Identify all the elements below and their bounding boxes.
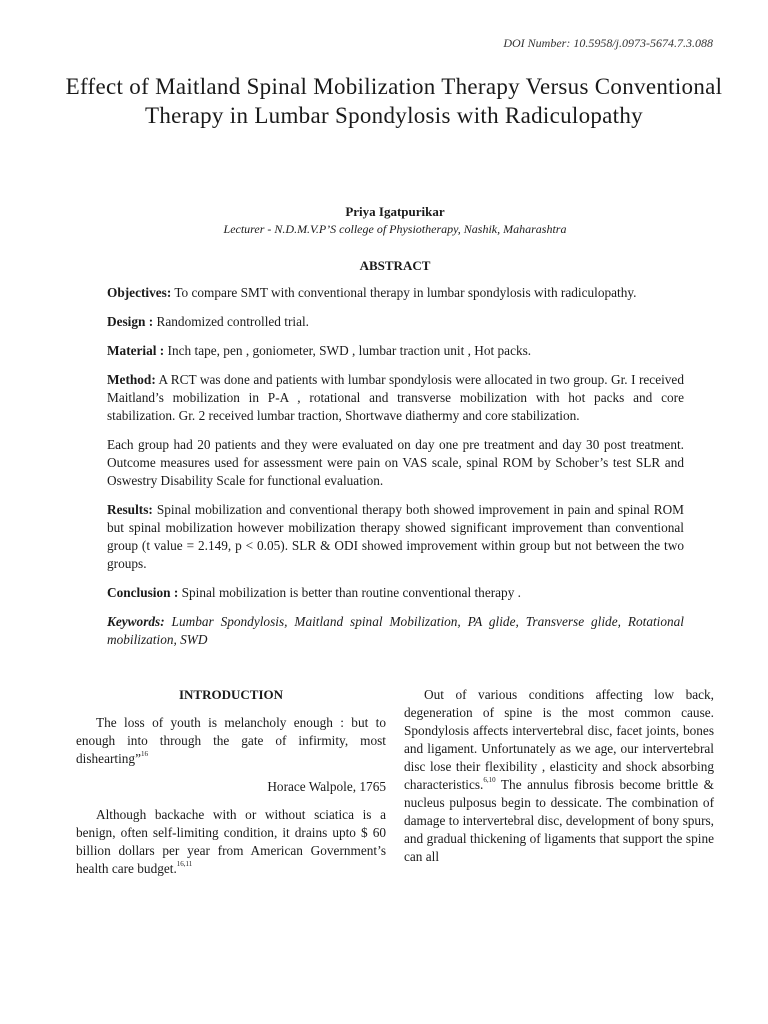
paper-title: Effect of Maitland Spinal Mobilization Therapy Versus Conventional Therapy in Lumbar Spondylosis with Radiculopathy — [65, 74, 723, 128]
abstract-conclusion: Conclusion : Spinal mobilization is better than routine conventional therapy . — [107, 585, 521, 600]
abstract-keywords: Keywords: Lumbar Spondylosis, Maitland spinal Mobilization, PA glide, Transverse glide, Rotational mobilization, SWD — [107, 614, 684, 647]
abstract-heading: ABSTRACT — [359, 258, 431, 273]
right-column — [404, 686, 714, 876]
author-name: Priya Igatpurikar — [345, 204, 445, 219]
abstract-groups: Each group had 20 patients and they were evaluated on day one pre treatment and day 30 post treatment. Outcome measures used for assessment were pain on VAS scale, spinal ROM by Schober’s test SLR and Oswestry Disability Scale for functional evaluation. — [107, 437, 684, 488]
author-affiliation: Lecturer - N.D.M.V.P’S college of Physiotherapy, Nashik, Maharashtra — [223, 222, 567, 236]
introduction-heading: INTRODUCTION — [178, 687, 283, 702]
abstract-method: Method: A RCT was done and patients with lumbar spondylosis were allocated in two group. Gr. I received Maitland’s mobilization in P-A , rotational and transverse mobilization with hot packs and core stabilization. Gr. 2 received lumbar traction, Shortwave diathermy and core stabilization. — [107, 372, 684, 423]
right-paragraph-1: Out of various conditions affecting low back, degeneration of spine is the most common cause. Spondylosis affects intervertebral disc, facet joints, bones and ligament. Unfortunately as we age, our intervertebral disc lose their flexibility , elasticity and shock absorbing characteristics.$^{6,10}$ The annulus fibrosis become brittle & nucleus pulposus begin to dessicate. The combination of damage to intervertebral disc, development of bony spurs, and gradual thickening of ligaments that support the spine can all — [404, 687, 714, 864]
quote-attribution: Horace Walpole, 1765 — [267, 779, 386, 794]
abstract-material: Material : Inch tape, pen , goniometer, SWD , lumbar traction unit , Hot packs. — [107, 343, 532, 358]
abstract-body — [107, 284, 684, 660]
abstract-objectives: Objectives: To compare SMT with conventional therapy in lumbar spondylosis with radiculopathy. — [107, 285, 637, 300]
abstract-design: Design : Randomized controlled trial. — [107, 314, 309, 329]
abstract-results: Results: Spinal mobilization and conventional therapy both showed improvement in pain and spinal ROM but spinal mobilization however mobilization therapy showed significant improvement than conventional group (t value = 2.149, p < 0.05). SLR & ODI showed improvement within group but not between the two groups. — [107, 502, 684, 571]
doi-number: DOI Number: 10.5958/j.0973-5674.7.3.088 — [503, 36, 713, 50]
intro-quote: The loss of youth is melancholy enough : but to enough into through the gate of infirmity, most dishearting”$^{16}$ — [76, 715, 386, 766]
left-column — [76, 686, 386, 888]
intro-paragraph-1: Although backache with or without sciatica is a benign, often self-limiting condition, it drains upto $ 60 billion dollars per year from American Government’s health care budget.$^{16,11}$ — [76, 807, 386, 876]
